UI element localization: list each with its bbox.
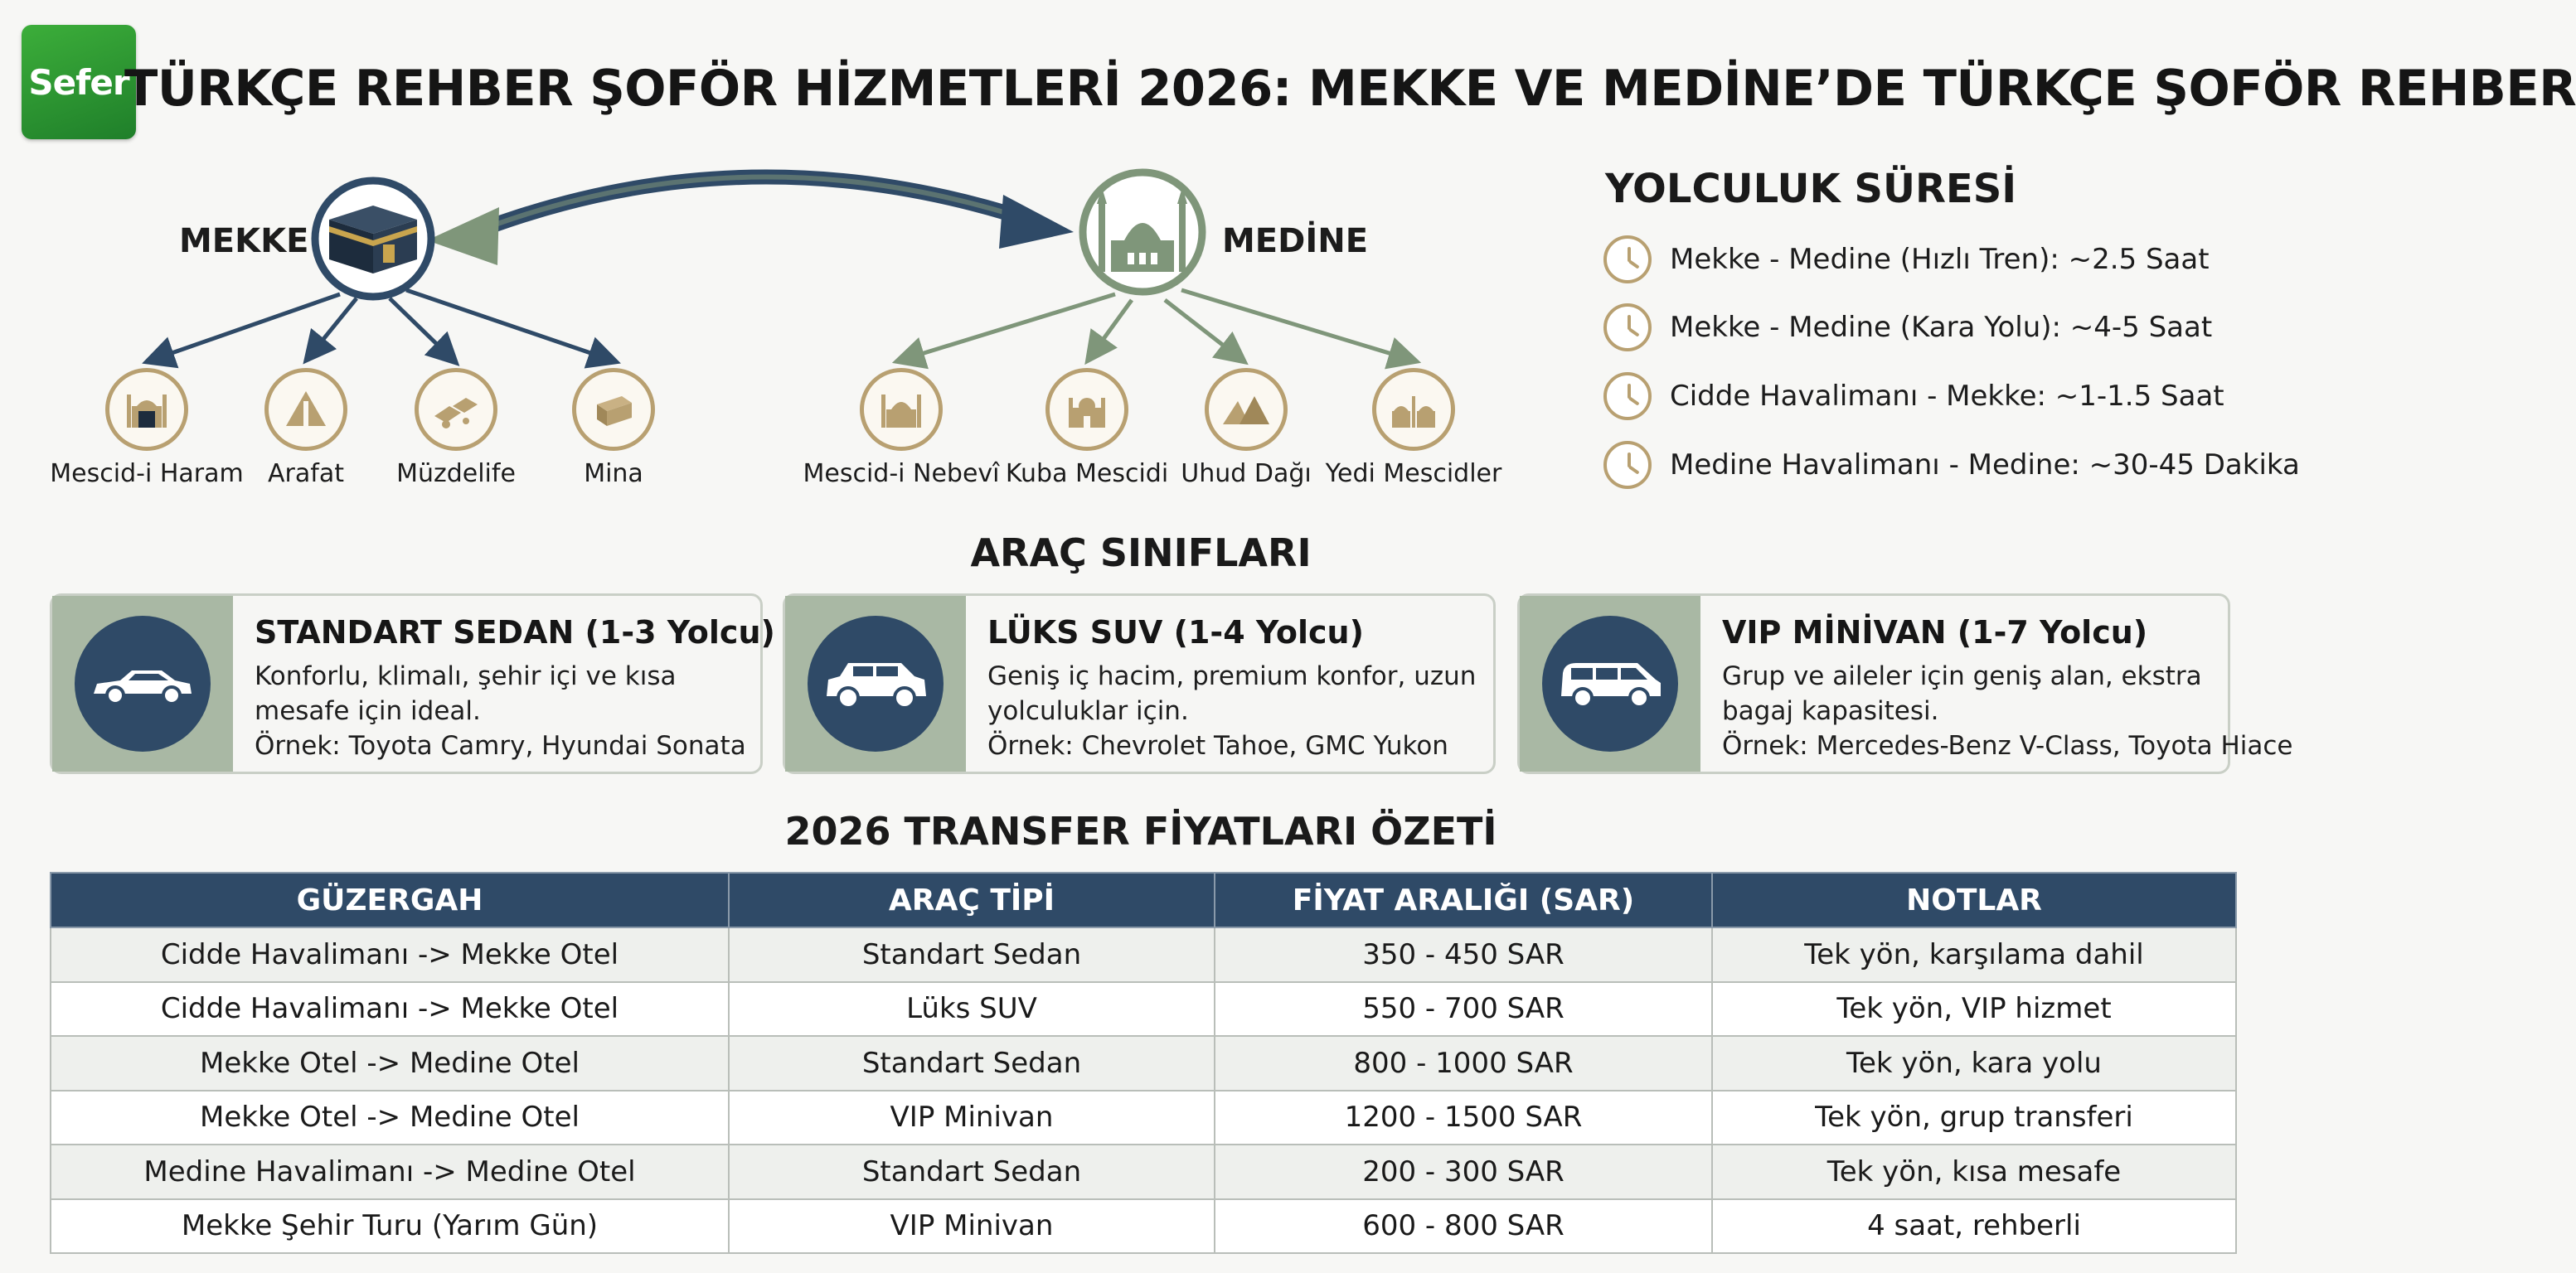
cell-vehicle-type: Standart Sedan <box>729 1145 1215 1199</box>
travel-item-text: Medine Havalimanı - Medine: ~30-45 Dakika <box>1670 448 2300 482</box>
vehicle-card-example: Örnek: Mercedes-Benz V-Class, Toyota Hiace <box>1722 731 2293 761</box>
table-row <box>51 1036 2236 1091</box>
cell-route: Mekke Otel -> Medine Otel <box>51 1036 729 1091</box>
vehicle-card-title: VIP MİNİVAN (1-7 Yolcu) <box>1722 614 2148 651</box>
sefer-logo: Sefer <box>22 25 136 139</box>
vehicle-classes-title: ARAÇ SINIFLARI <box>970 530 1312 575</box>
kuba-mescidi-icon <box>1045 368 1128 451</box>
price-table-header <box>51 873 2236 927</box>
cell-price-range: 350 - 450 SAR <box>1215 927 1712 982</box>
sedan-icon <box>75 616 211 752</box>
mescid-i-haram-icon <box>105 368 188 451</box>
clock-icon <box>1603 372 1652 420</box>
column-header-vehicle-type: ARAÇ TİPİ <box>729 873 1215 927</box>
cell-route: Cidde Havalimanı -> Mekke Otel <box>51 982 729 1037</box>
cell-notes: Tek yön, kara yolu <box>1712 1036 2236 1091</box>
cell-route: Cidde Havalimanı -> Mekke Otel <box>51 927 729 982</box>
medine-label: MEDİNE <box>1222 222 1369 260</box>
vehicle-card-title: LÜKS SUV (1-4 Yolcu) <box>987 614 1364 651</box>
clock-icon <box>1603 235 1652 283</box>
cell-route: Mekke Otel -> Medine Otel <box>51 1091 729 1145</box>
mosque-icon <box>1083 172 1202 292</box>
travel-time-title: YOLCULUK SÜRESİ <box>1605 166 2017 212</box>
travel-item <box>1603 372 2224 420</box>
site-label-yedi-mescidler: Yedi Mescidler <box>1325 459 1502 488</box>
cell-vehicle-type: Lüks SUV <box>729 982 1215 1037</box>
vehicle-card-description: Geniş iç hacim, premium konfor, uzun yolculuklar için. <box>987 661 1477 726</box>
clock-icon <box>1603 441 1652 489</box>
vehicle-card-example: Örnek: Chevrolet Tahoe, GMC Yukon <box>987 731 1448 761</box>
mekke-medine-route-arrow <box>427 177 1074 265</box>
cell-price-range: 800 - 1000 SAR <box>1215 1036 1712 1091</box>
vehicle-card-suv <box>783 593 1496 774</box>
cell-notes: Tek yön, karşılama dahil <box>1712 927 2236 982</box>
clock-icon <box>1603 303 1652 351</box>
site-label-mina: Mina <box>584 459 643 488</box>
vehicle-card-sedan <box>50 593 775 774</box>
cell-notes: Tek yön, grup transferi <box>1712 1091 2236 1145</box>
minivan-icon <box>1542 616 1678 752</box>
cell-price-range: 1200 - 1500 SAR <box>1215 1091 1712 1145</box>
cell-notes: Tek yön, VIP hizmet <box>1712 982 2236 1037</box>
column-header-price-range: FİYAT ARALIĞI (SAR) <box>1215 873 1712 927</box>
cell-notes: Tek yön, kısa mesafe <box>1712 1145 2236 1199</box>
price-table <box>50 872 2237 1254</box>
site-label-mescid-i-haram: Mescid-i Haram <box>50 459 244 488</box>
travel-item <box>1603 441 2300 489</box>
mina-icon <box>572 368 655 451</box>
site-label-kuba-mescidi: Kuba Mescidi <box>1005 459 1169 488</box>
table-row <box>51 1145 2236 1199</box>
cell-price-range: 550 - 700 SAR <box>1215 982 1712 1037</box>
vehicle-card-title: STANDART SEDAN (1-3 Yolcu) <box>255 614 775 651</box>
mekke-branches <box>158 290 605 358</box>
vehicle-card-description: Konforlu, klimalı, şehir içi ve kısa mesafe için ideal. <box>255 661 677 726</box>
arafat-icon <box>264 368 347 451</box>
price-summary-title: 2026 TRANSFER FİYATLARI ÖZETİ <box>784 809 1497 854</box>
mekke-label: MEKKE <box>179 222 309 260</box>
vehicle-card-example: Örnek: Toyota Camry, Hyundai Sonata <box>255 731 746 761</box>
cell-vehicle-type: Standart Sedan <box>729 1036 1215 1091</box>
table-row <box>51 1199 2236 1254</box>
vehicle-card-minivan <box>1517 593 2293 774</box>
cell-route: Mekke Şehir Turu (Yarım Gün) <box>51 1199 729 1254</box>
travel-item-text: Cidde Havalimanı - Mekke: ~1-1.5 Saat <box>1670 380 2224 413</box>
cell-notes: 4 saat, rehberli <box>1712 1199 2236 1254</box>
yedi-mescidler-icon <box>1372 368 1455 451</box>
cell-route: Medine Havalimanı -> Medine Otel <box>51 1145 729 1199</box>
site-label-muzdelife: Müzdelife <box>396 459 516 488</box>
column-header-route: GÜZERGAH <box>51 873 729 927</box>
uhud-dagi-icon <box>1205 368 1288 451</box>
suv-icon <box>808 616 944 752</box>
site-label-mescid-i-nebevi: Mescid-i Nebevî <box>803 459 1000 488</box>
cell-price-range: 600 - 800 SAR <box>1215 1199 1712 1254</box>
kaaba-icon <box>315 181 431 297</box>
cell-price-range: 200 - 300 SAR <box>1215 1145 1712 1199</box>
site-label-arafat: Arafat <box>268 459 344 488</box>
travel-item-text: Mekke - Medine (Hızlı Tren): ~2.5 Saat <box>1670 243 2210 276</box>
travel-item <box>1603 303 2212 351</box>
vehicle-card-description: Grup ve aileler için geniş alan, ekstra bagaj kapasitesi. <box>1722 661 2202 726</box>
muzdelife-icon <box>415 368 497 451</box>
page-title: TÜRKÇE REHBER ŞOFÖR HİZMETLERİ 2026: MEKKE VE MEDİNE’DE TÜRKÇE ŞOFÖR REHBER <box>124 60 2576 118</box>
site-label-uhud-dagi: Uhud Dağı <box>1181 459 1312 488</box>
medine-branches <box>908 290 1405 358</box>
cell-vehicle-type: VIP Minivan <box>729 1091 1215 1145</box>
cell-vehicle-type: Standart Sedan <box>729 927 1215 982</box>
cell-vehicle-type: VIP Minivan <box>729 1199 1215 1254</box>
travel-item <box>1603 235 2210 283</box>
table-row <box>51 1091 2236 1145</box>
table-row <box>51 927 2236 982</box>
column-header-notes: NOTLAR <box>1712 873 2236 927</box>
table-row <box>51 982 2236 1037</box>
travel-item-text: Mekke - Medine (Kara Yolu): ~4-5 Saat <box>1670 311 2213 344</box>
mescid-i-nebevi-icon <box>860 368 943 451</box>
